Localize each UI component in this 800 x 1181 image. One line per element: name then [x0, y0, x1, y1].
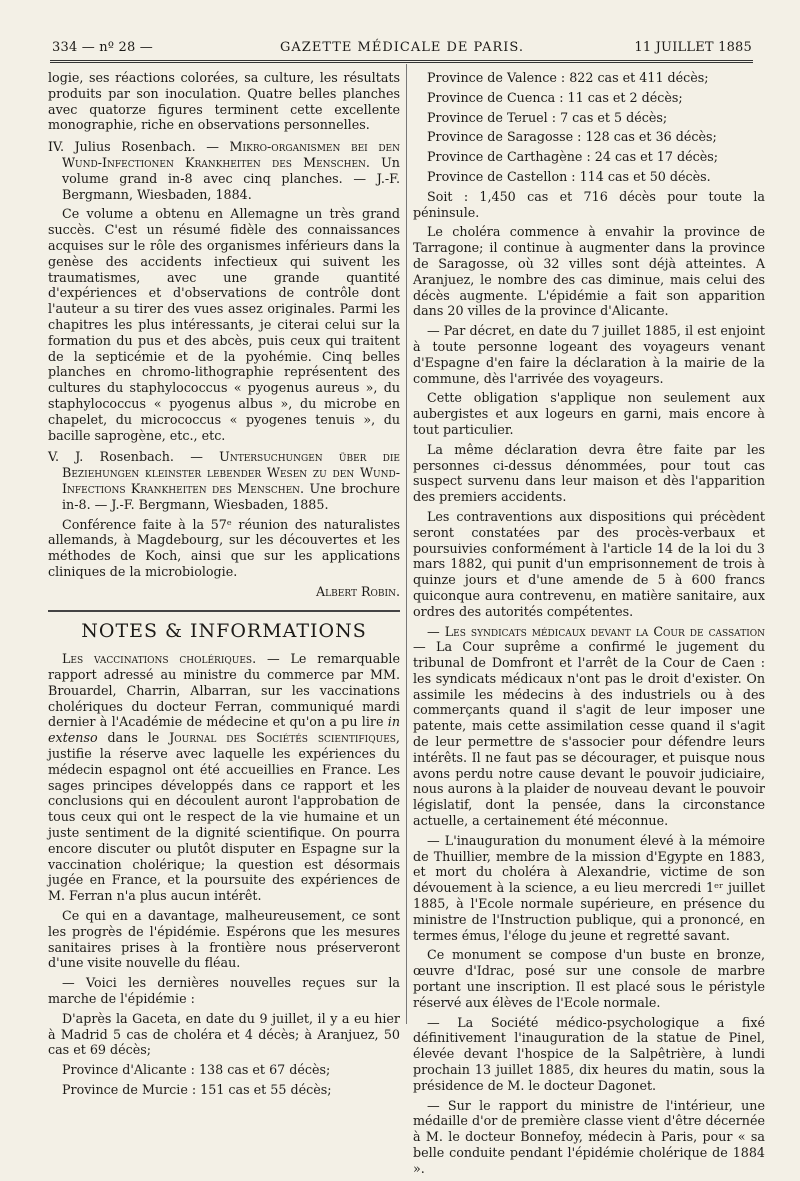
paragraph-obligation: Cette obligation s'applique non seulement aux aubergistes et aux logeurs en garni, mais encore à tout particulier. — [413, 390, 765, 437]
vaccinations-end: justifie la réserve avec laquelle les expériences du médecin espagnol ont été accueillies en France. Les sages principes développés dans ce rapport et les conclusions qui en découlent auront l'approbation de tous ceux qui ont le respect de la vie humaine et un juste sentiment de la dignité scientifique. On pourra encore discuter ou plutôt disputer en Espagne sur la vaccination cholérique; la question est désormais jugée en France, et la poursuite des expériences de M. Ferran n'a plus aucun intérêt. — [48, 746, 400, 904]
header-rule — [50, 60, 753, 63]
province-line: Province de Saragosse : 128 cas et 36 décès; — [427, 129, 717, 145]
entry-4-title: Mikro-organismen bei den Wund-Infectionen Krankheiten des Menschen. — [62, 139, 400, 170]
paragraph-voici: — Voici les dernières nouvelles reçues sur la marche de l'épidémie : — [48, 975, 400, 1007]
left-column — [48, 70, 400, 1102]
province-line: Province de Teruel : 7 cas et 5 décès; — [427, 109, 668, 125]
province-murcie: Province de Murcie : 151 cas et 55 décès; — [62, 1082, 332, 1098]
entry-5-title: Untersuchungen über die Beziehungen kleinster lebender Wesen zu den Wund-Infections Krankheiten des Menschen. — [62, 449, 400, 496]
paragraph-syndicats — [413, 624, 765, 829]
bibliography-entry-4 — [48, 139, 400, 202]
entry-5-details: Une brochure in-8. — J.-F. Bergmann, Wiesbaden, 1885. — [62, 480, 400, 512]
vaccinations-italic: in extenso — [48, 714, 400, 746]
vaccinations-text: — Le remarquable rapport adressé au ministre du commerce par MM. Brouardel, Charrin, Albarran, sur les vaccinations cholériques du docteur Ferran, communiqué mardi dernier à l'Académie de médecine et qu'on a pu lire — [48, 651, 400, 730]
paragraph-monument: Ce monument se compose d'un buste en bronze, œuvre d'Idrac, posé sur une console de marbre portant une inscription. Il est placé sous le péristyle réservé aux élèves de l'Ecole normale. — [413, 947, 765, 1010]
section-separator — [48, 610, 400, 612]
province-line: Province de Cuenca : 11 cas et 2 décès; — [427, 89, 683, 105]
province-line: Province de Castellon : 114 cas et 50 décès. — [427, 168, 711, 184]
paragraph-continued: logie, ses réactions colorées, sa culture, les résultats produits par son inoculation. Quatre belles planches avec quatorze figures terminent cette excellente monographie, riche en observations personnelles. — [48, 70, 400, 133]
syndicats-label: — Les syndicats médicaux devant la Cour de cassation — [427, 623, 765, 639]
paragraph-conference: Conférence faite à la 57ᵉ réunion des naturalistes allemands, à Magdebourg, sur les découvertes et les méthodes de Koch, ainsi que sur les applications cliniques de la microbiologie. — [48, 516, 400, 579]
paragraph-ce-volume: Ce volume a obtenu en Allemagne un très grand succès. C'est un résumé fidèle des connaissances acquises sur le rôle des organismes inférieurs dans la genèse des accidents infectieux qui suivent les traumatismes, avec une grande quantité d'expériences et d'observations de contrôle dont l'auteur a su tirer des vues assez originales. Parmi les chapitres les plus intéressants, je citerai celui sur la formation du pus et des abcès, puis ceux qui traitent de la septicémie et de la pyohémie. Cinq belles planches en chromo-lithographie représentent des cultures du staphylococcus « pyogenus aureus », du staphylococcus « pyogenus albus », du microbe en chapelet, du micrococcus « pyogenes tenuis », du bacille saprogène, etc., etc. — [48, 206, 400, 443]
province-total: Soit : 1,450 cas et 716 décès pour toute la péninsule. — [413, 188, 765, 220]
column-divider — [406, 64, 407, 1024]
vaccinations-mid: dans le — [107, 730, 160, 746]
paragraph-thuillier: — L'inauguration du monument élevé à la mémoire de Thuillier, membre de la mission d'Egypte en 1883, et mort du choléra à Alexandrie, victime de son dévouement à la science, a eu lieu mercredi 1ᵉʳ juillet 1885, à l'Ecole normale supérieure, en présence du ministre de l'Instruction publique, qui a prononcé, en termes émus, l'éloge du jeune et regretté savant. — [413, 832, 765, 943]
paragraph-medaille: — Sur le rapport du ministre de l'intérieur, une médaille d'or de première classe vient d'être décernée à M. le docteur Bonnefoy, médecin à Paris, pour « sa belle conduite pendant l'épidémie cholérique de 1884 ». — [413, 1097, 765, 1176]
paragraph-tarragone: Le choléra commence à envahir la province de Tarragone; il continue à augmenter dans la province de Saragosse, où 32 villes sont déjà atteintes. A Aranjuez, le nombre des cas diminue, mais celui des décès augmente. L'épidémie a fait son apparition dans 20 villes de la province d'Alicante. — [413, 224, 765, 319]
vaccinations-label: Les vaccinations cholériques. — [62, 651, 257, 667]
paragraph-vaccinations — [48, 651, 400, 904]
province-line: Province de Carthagène : 24 cas et 17 décès; — [427, 149, 719, 165]
entry-5-label: V. J. Rosenbach. — — [48, 449, 203, 465]
page-header — [52, 38, 752, 58]
author-signature: Albert Robin. — [316, 583, 400, 599]
bibliography-entry-5 — [48, 449, 400, 512]
entry-4-details: Un volume grand in-8 avec cinq planches. — J.-F. Bergmann, Wiesbaden, 1884. — [62, 154, 400, 202]
syndicats-text: — La Cour suprême a confirmé le jugement du tribunal de Domfront et l'arrêt de la Cour de Caen : les syndicats médicaux n'ont pas le droit d'exister. On assimile les médecins à des industriels ou à des commerçants quand il s'agit de leur imposer une patente, mais cette assimilation cesse quand il s'agit de leur permettre de s'associer pour défendre leurs intérêts. Il ne faut pas se décourager, et puisque nous avons perdu notre cause devant le pouvoir judiciaire, nous aurons à la plaider de nouveau devant le pouvoir législatif, dont la pensée, dans la circonstance actuelle, a certainement été méconnue. — [413, 639, 765, 829]
paragraph-gaceta: D'après la Gaceta, en date du 9 juillet, il y a eu hier à Madrid 5 cas de choléra et 4 décès; à Aranjuez, 50 cas et 69 décès; — [48, 1010, 400, 1058]
province-alicante: Province d'Alicante : 138 cas et 67 décès; — [62, 1062, 331, 1078]
journal-reference: Journal des Sociétés scientifiques, — [169, 730, 400, 746]
paragraph-decret: — Par décret, en date du 7 juillet 1885, il est enjoint à toute personne logeant des voyageurs venant d'Espagne d'en faire la déclaration à la mairie de la commune, dès l'arrivée des voyageurs. — [413, 323, 765, 386]
province-line: Province de Valence : 822 cas et 411 décès; — [427, 70, 709, 85]
page-number: 334 — nº 28 — — [52, 40, 153, 55]
section-title: NOTES & INFORMATIONS — [81, 619, 367, 642]
right-column — [413, 70, 765, 1181]
journal-title: GAZETTE MÉDICALE DE PARIS. — [280, 40, 524, 55]
paragraph-declaration: La même déclaration devra être faite par les personnes ci-dessus dénommées, pour tout cas suspect survenu dans leur maison et dès l'apparition des premiers accidents. — [413, 441, 765, 505]
entry-4-label: IV. Julius Rosenbach. — — [48, 139, 219, 155]
paragraph-pinel: — La Société médico-psychologique a fixé définitivement l'inauguration de la statue de Pinel, élevée devant l'hospice de la Salpêtrière, à lundi prochain 13 juillet 1885, dix heures du matin, sous la présidence de M. le docteur Dagonet. — [413, 1014, 765, 1093]
paragraph-epidemie: Ce qui en a davantage, malheureusement, ce sont les progrès de l'épidémie. Espérons que les mesures sanitaires prises à la frontière nous préserveront d'une visite nouvelle du fléau. — [48, 908, 400, 971]
paragraph-contraventions: Les contraventions aux dispositions qui précèdent seront constatées par des procès-verbaux et poursuivies conformément à l'article 14 de la loi du 3 mars 1882, qui punit d'un emprisonnement de trois à quinze jours et d'une amende de 5 à 600 francs quiconque aura contrevenu, en matière sanitaire, aux ordres des autorités compétentes. — [413, 508, 765, 619]
issue-date: 11 JUILLET 1885 — [634, 40, 752, 55]
